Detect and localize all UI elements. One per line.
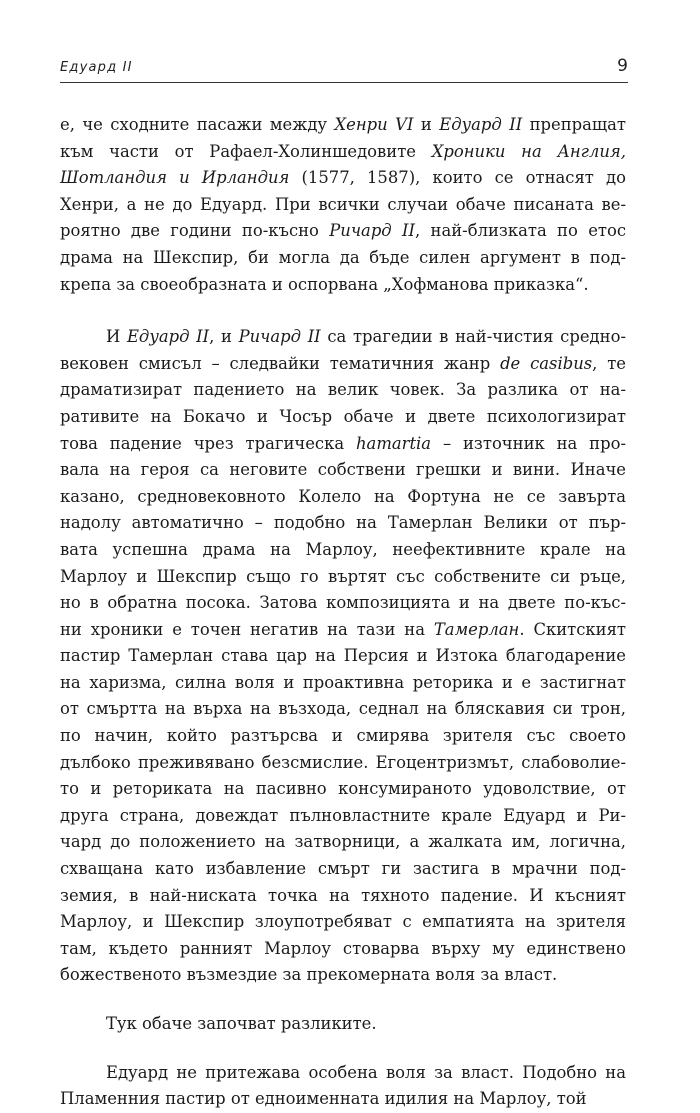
italic-title: Хенри VI xyxy=(334,115,414,134)
text-line: ративите на Бокачо и Чосър обаче и двете психологизират xyxy=(60,406,626,426)
text-line: Марлоу и Шекспир също го въртят със собствените си ръце, xyxy=(60,566,626,586)
text-line: земия, в най-ниската точка на тяхното падение. И късният xyxy=(60,885,626,905)
italic-title: Едуард II xyxy=(439,115,523,134)
text-line: божественото възмездие за прекомерната воля за власт. xyxy=(60,965,558,985)
text-line: Шотландия и Ирландия (1577, 1587), които се отнасят до xyxy=(60,168,626,188)
text-line: надолу автоматично – подобно на Тамерлан Велики от пър- xyxy=(60,513,626,533)
text-line: вала на героя са неговите собствени грешки и вини. Иначе xyxy=(60,460,626,480)
paragraph xyxy=(60,1060,626,1113)
text-line: Хенри, а не до Едуард. При всички случаи обаче писаната ве- xyxy=(60,194,626,214)
text-line: вата успешна драма на Марлоу, неефективните крале на xyxy=(60,539,626,559)
running-title: Едуард II xyxy=(60,60,133,75)
text-line: е, че сходните пасажи между Хенри VI и Едуард II препращат xyxy=(60,115,626,134)
running-header xyxy=(60,58,628,88)
text-line: от смъртта на върха на възхода, седнал на бляскавия си трон, xyxy=(60,699,626,719)
paragraph-gap xyxy=(60,1038,626,1060)
text-line: друга страна, довеждат пълновластните крале Едуард и Ри- xyxy=(60,805,626,825)
text-line: драма на Шекспир, би могла да бъде силен аргумент в под- xyxy=(60,247,626,267)
text-line: към части от Рафаел-Холиншедовите Хроники на Англия, xyxy=(60,141,626,161)
text-line: ни хроники е точен негатив на тази на Тамерлан. Скитският xyxy=(60,619,626,639)
text-line: казано, средновековното Колело на Фортуна не се завърта xyxy=(60,486,626,506)
text-line: по начин, който разтърсва и смирява зрителя със своето xyxy=(60,726,626,746)
italic-title: hamartia xyxy=(355,433,432,453)
text-line: пастир Тамерлан става цар на Персия и Изтока благодарение xyxy=(60,646,626,666)
text-line: схващана като избавление смърт ги застига в мрачни под- xyxy=(60,859,626,879)
text-line: на харизма, силна воля и проактивна реторика и е застигнат xyxy=(60,672,626,692)
header-rule xyxy=(60,82,628,83)
italic-title: de casibus xyxy=(500,353,593,373)
text-line: то и реториката на пасивно консумираното удоволствие, от xyxy=(60,779,626,799)
italic-title: Хроники на Англия, xyxy=(431,141,626,161)
text-line: чард до положението на затворници, а жалката им, логична, xyxy=(60,832,626,852)
text-line: И Едуард II, и Ричард II са трагедии в най-чистия средно- xyxy=(106,327,626,347)
italic-title: Шотландия и Ирландия xyxy=(60,168,290,188)
text-line: драматизират падението на велик човек. За разлика от на- xyxy=(60,380,626,400)
paragraph xyxy=(60,112,626,298)
text-line: крепа за своеобразната и оспорвана „Хофманова приказка“. xyxy=(60,274,589,294)
italic-title: Едуард II xyxy=(126,327,210,347)
italic-title: Ричард II xyxy=(329,221,415,241)
body-text xyxy=(60,112,626,1113)
text-line: Пламенния пастир от едноименната идилия на Марлоу, той xyxy=(60,1089,587,1109)
text-line: роятно две години по-късно Ричард II, най-близката по етос xyxy=(60,221,627,241)
text-line: Тук обаче започват разликите. xyxy=(106,1014,377,1033)
paragraph-gap xyxy=(60,989,626,1011)
text-line: вековен смисъл – следвайки тематичния жанр de casibus, те xyxy=(60,353,626,373)
paragraph xyxy=(60,1011,626,1038)
page-number: 9 xyxy=(617,56,628,76)
text-line: дълбоко преживявано безсмислие. Егоцентризмът, слабоволие- xyxy=(60,752,626,772)
text-line: Марлоу, и Шекспир злоупотребяват с емпатията на зрителя xyxy=(60,912,626,932)
text-line: това падение чрез трагическа hamartia – източник на про- xyxy=(60,433,626,453)
text-line: Едуард не притежава особена воля за власт. Подобно на xyxy=(106,1062,626,1082)
italic-title: Тамерлан xyxy=(433,619,520,639)
paragraph xyxy=(60,324,626,989)
text-line: но в обратна посока. Затова композицията и на двете по-къс- xyxy=(60,593,626,613)
paragraph-gap xyxy=(60,298,626,324)
italic-title: Ричард II xyxy=(238,327,321,347)
text-line: там, където ранният Марлоу стоварва върху му единствено xyxy=(60,938,626,958)
